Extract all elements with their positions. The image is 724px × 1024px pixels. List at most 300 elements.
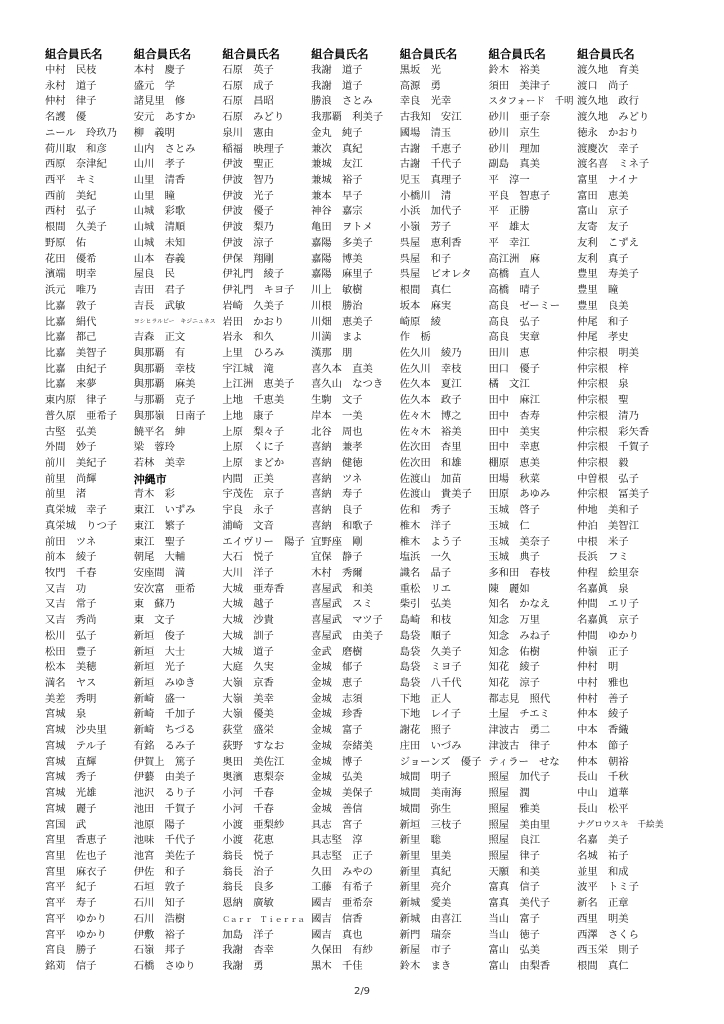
member-name: 大城 道子 (222, 645, 274, 658)
member-name: 西平 キミ (45, 174, 97, 187)
member-name: 塩浜 一久 (399, 551, 452, 564)
member-name: 城間 弥生 (399, 802, 452, 815)
member-name: 宇江城 滝 (222, 362, 274, 375)
member-name: 石原 みどり (222, 111, 285, 124)
member-name: 喜屋武 由美子 (311, 629, 384, 642)
member-name: 工藤 有希子 (311, 881, 373, 894)
member-name: 仲尾 和子 (577, 315, 629, 328)
member-name: 諸見里 修 (133, 95, 186, 108)
member-name: 國吉 信香 (311, 912, 363, 925)
member-name: 仲村 律子 (45, 95, 97, 108)
member-name: 呉屋 ビオレタ (399, 268, 472, 281)
member-name: 佐次田 和雄 (399, 456, 462, 469)
member-name: 具志 宮子 (311, 818, 363, 831)
member-name: 兼本 早子 (311, 189, 363, 202)
member-name: 大嶺 美幸 (222, 692, 274, 705)
member-name: 荻野 すなお (222, 739, 285, 752)
member-name: 富山 京子 (577, 205, 629, 218)
member-name: 新垣 三枝子 (399, 818, 462, 831)
member-name: 照屋 加代子 (488, 771, 551, 784)
column-header: 組合員氏名 (311, 47, 369, 61)
member-name: 砂川 京生 (488, 126, 540, 139)
member-name: 上地 千恵美 (222, 394, 285, 407)
member-name: 新崎 ちづる (133, 724, 196, 737)
member-name: 知念 佑樹 (488, 645, 540, 658)
member-name: 津波古 律子 (488, 739, 551, 752)
member-name: 伊藝 由美子 (133, 771, 196, 784)
member-name: 砂川 亜子奈 (488, 111, 551, 124)
member-name: 大城 沙貴 (222, 614, 274, 627)
member-name: 兼城 友江 (311, 158, 363, 171)
member-column (45, 46, 134, 975)
member-name: 上地 康子 (222, 409, 274, 422)
member-name: 宮城 沙央里 (45, 724, 107, 737)
member-name: 豊里 良美 (577, 299, 629, 312)
member-name: 宮平 ゆかり (45, 928, 107, 941)
member-name: 與那嶺 日南子 (133, 409, 206, 422)
member-name: 渡名喜 ミネ子 (577, 158, 650, 171)
member-name: 喜納 和歌子 (311, 519, 373, 532)
member-name: 又吉 常子 (45, 598, 97, 611)
member-name: 小河 千春 (222, 787, 274, 800)
member-name: 久保田 有紗 (311, 944, 373, 957)
member-name: 庄田 いづみ (399, 739, 462, 752)
member-name: 小渡 花恵 (222, 834, 274, 847)
member-name: 勝浪 さとみ (311, 95, 373, 108)
member-name: 池田 千賀子 (133, 802, 196, 815)
member-name: 永村 道子 (45, 79, 97, 92)
member-name: 長山 松平 (577, 802, 629, 815)
member-name: 陳 麗如 (488, 582, 530, 595)
member-name: 椎木 洋子 (399, 519, 452, 532)
member-name: 喜久山 なつき (311, 378, 384, 391)
member-name: 天願 和美 (488, 865, 540, 878)
member-name: 川根 勝治 (311, 299, 363, 312)
member-name: 小嶺 芳子 (399, 221, 452, 234)
member-name: 友利 こずえ (577, 236, 639, 249)
member-name: 当山 富子 (488, 912, 540, 925)
member-name: 東江 繁子 (133, 519, 186, 532)
member-name: 伊保 翔剛 (222, 252, 274, 265)
member-name: 稲福 映理子 (222, 142, 285, 155)
member-name: 黒坂 光 (399, 64, 441, 76)
member-name: 佐和 秀子 (399, 504, 452, 517)
member-column (222, 46, 311, 975)
member-name: 吉田 君子 (133, 284, 186, 297)
member-name: 平 淳一 (488, 174, 530, 187)
member-name: 屋良 民 (133, 268, 175, 281)
member-name: 亀田 ヲトメ (311, 221, 373, 234)
member-name: 比嘉 敦子 (45, 299, 97, 312)
member-name: 外間 妙子 (45, 441, 97, 454)
member-name: 玉城 典子 (488, 551, 540, 564)
member-column (311, 46, 400, 975)
member-name: 佐次田 杏里 (399, 441, 462, 454)
member-name: ニール 玲玖乃 (45, 126, 117, 139)
member-name: 伊波 梨乃 (222, 221, 274, 234)
member-name: 宮里 麻衣子 (45, 865, 107, 878)
member-name: 豊里 寿美子 (577, 268, 639, 281)
member-name: 岩永 和久 (222, 331, 274, 344)
member-name: 青木 彩 (133, 488, 175, 501)
member-name: 池沢 るり子 (133, 787, 196, 800)
member-name: 宮平 寿子 (45, 897, 97, 910)
member-name: 佐久本 夏江 (399, 378, 462, 391)
member-name: 恩納 廣敏 (222, 897, 274, 910)
member-name: 崎原 綾 (399, 315, 441, 328)
member-name: 上里 ひろみ (222, 346, 285, 359)
member-name: 重松 リエ (399, 582, 452, 595)
member-name: 仲村 明 (577, 661, 619, 674)
member-name: 富真 信子 (488, 881, 540, 894)
member-name: 梁 蓉玲 (133, 441, 175, 454)
member-name: 渡久地 政行 (577, 95, 639, 108)
member-name: エイヴリー 陽子 (222, 535, 305, 548)
member-column (400, 46, 489, 975)
member-name: 東 蘇乃 (133, 598, 175, 611)
member-name: 我那覇 利美子 (311, 111, 384, 124)
member-name: 金城 富子 (311, 724, 363, 737)
member-name: 金丸 純子 (311, 126, 363, 139)
member-name: 安座間 満 (133, 567, 186, 579)
member-name: 比嘉 都己 (45, 331, 97, 344)
member-name: 仲本 節子 (577, 739, 629, 752)
member-name: 大庭 久実 (222, 661, 274, 674)
member-name: 知念 万里 (488, 614, 540, 627)
member-name: 中村 雅也 (577, 677, 629, 690)
member-name: 西前 美紀 (45, 189, 97, 202)
member-name: 翁長 悦子 (222, 849, 274, 862)
member-name: 伊佐 和子 (133, 865, 186, 878)
member-name: 島袋 八千代 (399, 677, 462, 690)
member-name: 石嶺 邦子 (133, 944, 186, 957)
member-name: 大城 亜寿香 (222, 582, 285, 595)
member-name: 伊礼門 キヨ子 (222, 284, 295, 297)
member-name: 田場 秋菜 (488, 472, 540, 485)
member-name: 宮里 佐也子 (45, 849, 107, 862)
member-name: 知念 みね子 (488, 629, 551, 642)
member-name: 比嘉 由紀子 (45, 362, 107, 375)
member-name: Ｃａｒｒ Ｔｉｅｒｒａ (222, 914, 305, 924)
member-name: 新門 瑞奈 (399, 928, 452, 941)
member-name: 又吉 秀尚 (45, 614, 97, 627)
member-name: 金城 博子 (311, 755, 363, 768)
member-name: 嘉陽 麻里子 (311, 268, 373, 281)
member-name: 多和田 春枝 (488, 567, 551, 579)
member-name: 仲程 絵里奈 (577, 567, 639, 579)
member-name: 東江 いずみ (133, 504, 196, 517)
member-name: 山川 孝子 (133, 158, 186, 171)
member-column (488, 46, 577, 975)
member-name: ティラー せな (488, 755, 560, 768)
member-name: 山城 清順 (133, 221, 186, 234)
member-name: 佐々木 裕美 (399, 425, 462, 438)
member-name: 大石 悦子 (222, 551, 274, 564)
member-name: 仲宗根 彩矢香 (577, 425, 650, 438)
member-name: 大城 越子 (222, 598, 274, 611)
member-name: 伊波 光子 (222, 189, 274, 202)
member-name: 池味 千代子 (133, 834, 196, 847)
member-name: 宮良 勝子 (45, 944, 97, 957)
member-name: 漢那 朋 (311, 346, 353, 359)
member-name: 國場 清玉 (399, 126, 452, 139)
member-name: 新崎 盛一 (133, 692, 186, 705)
member-name: 津波古 勇二 (488, 724, 551, 737)
member-name: 小河 千春 (222, 802, 274, 815)
member-name: 加島 洋子 (222, 928, 274, 941)
member-name: 木村 秀爾 (311, 567, 363, 579)
member-name: 高良 弘子 (488, 315, 540, 328)
member-name: 田原 あゆみ (488, 488, 551, 501)
member-name: 國吉 真也 (311, 928, 363, 941)
member-name: 椎木 よう子 (399, 535, 462, 548)
member-name: 名護 優 (45, 111, 87, 124)
member-name: 宮城 秀子 (45, 771, 97, 784)
member-name: 翁長 治子 (222, 865, 274, 878)
member-name: 古謝 千代子 (399, 158, 462, 171)
member-name: 翁長 良多 (222, 881, 274, 894)
member-name: 田中 杏寿 (488, 409, 540, 422)
member-name: 島崎 和枝 (399, 614, 452, 627)
member-name: 宮城 麗子 (45, 802, 97, 815)
member-name: 仲宗根 毅 (577, 456, 629, 469)
member-name: 喜屋武 和美 (311, 582, 373, 595)
member-column (134, 46, 223, 975)
member-name: 我謝 勇 (222, 959, 264, 972)
member-name: 富山 弘美 (488, 944, 540, 957)
member-name: 玉城 啓子 (488, 504, 540, 517)
member-name: 大城 訓子 (222, 629, 274, 642)
member-name: 平 雄太 (488, 221, 530, 234)
member-name: 作 栃 (399, 331, 431, 344)
member-name: 生駒 文子 (311, 394, 363, 407)
member-name: 浦崎 文音 (222, 519, 274, 532)
member-name: 有銘 るみ子 (133, 739, 196, 752)
member-name: 川上 敏樹 (311, 284, 363, 297)
member-name: 柳 義明 (133, 126, 175, 139)
member-name: 金城 志須 (311, 692, 363, 705)
member-name: 仲本 綾子 (577, 708, 629, 721)
member-name: 國吉 亜希奈 (311, 897, 373, 910)
member-name: 名嘉眞 泉 (577, 582, 629, 595)
member-name: 仲宗根 泉 (577, 378, 629, 391)
member-name: 東内原 律子 (45, 394, 107, 407)
member-name: 小橋川 清 (399, 189, 452, 202)
member-name: 仲本 朝裕 (577, 755, 629, 768)
member-name: 與那覇 有 (133, 346, 186, 359)
member-name: 金城 郁子 (311, 661, 363, 674)
member-name: 城間 明子 (399, 771, 452, 784)
member-name: 山里 瞳 (133, 189, 175, 202)
member-name: 照屋 良江 (488, 834, 540, 847)
member-column (577, 46, 666, 975)
member-name: 児玉 真理子 (399, 174, 462, 187)
member-name: 富田 恵美 (577, 189, 629, 202)
member-name: 伊波 優子 (222, 205, 274, 218)
member-name: 池原 陽子 (133, 818, 186, 831)
member-name: 名嘉眞 京子 (577, 614, 639, 627)
member-name: 新屋 市子 (399, 944, 452, 957)
member-name: 喜屋武 マツ子 (311, 614, 383, 627)
member-name: 石原 成子 (222, 79, 274, 92)
member-name: 比嘉 絹代 (45, 315, 97, 328)
member-name: ナグロウスキ 千絵美 (577, 819, 664, 830)
member-name: 謝花 照子 (399, 724, 452, 737)
column-header: 組合員氏名 (133, 47, 192, 61)
member-name: 安次富 亜希 (133, 582, 196, 595)
member-name: 伊波 智乃 (222, 174, 274, 187)
member-name: 石原 昌昭 (222, 95, 274, 108)
member-name: 知名 かなえ (488, 598, 551, 611)
member-name: 岸本 一美 (311, 409, 363, 422)
member-name: 金武 磨樹 (311, 645, 363, 658)
member-name: 仲間 ゆかり (577, 629, 639, 642)
member-name: 山内 さとみ (133, 142, 196, 155)
member-name: 伊礼門 綾子 (222, 268, 285, 281)
member-name: 知花 綾子 (488, 661, 540, 674)
member-name: 宮国 武 (45, 818, 87, 831)
member-name: 照屋 雅美 (488, 802, 540, 815)
member-name: 渡久地 みどり (577, 111, 650, 124)
member-name: ジョーンズ 優子 (399, 755, 482, 768)
member-name: 渡口 尚子 (577, 79, 629, 92)
member-name: 比嘉 美智子 (45, 346, 107, 359)
member-name: 伊賀上 篤子 (133, 755, 196, 768)
member-name: 長山 千秋 (577, 771, 629, 784)
member-name: 上江洲 恵美子 (222, 378, 295, 391)
member-name: 喜納 ツネ (311, 472, 363, 485)
member-name: 砂川 理加 (488, 142, 540, 155)
member-name: 新里 真紀 (399, 865, 452, 878)
member-name: 佐々木 博之 (399, 409, 462, 422)
member-name: 黒木 千佳 (311, 959, 363, 972)
member-name: 兼次 真紀 (311, 142, 363, 155)
member-name: 小渡 亜梨紗 (222, 818, 285, 831)
member-name: 佐渡山 加苗 (399, 472, 462, 485)
member-name: 中根 米子 (577, 535, 629, 548)
member-name: 仲宗根 千賀子 (577, 441, 650, 454)
member-name: 宇茂佐 京子 (222, 488, 285, 501)
member-name: 高橋 直人 (488, 268, 540, 281)
member-name: 宮城 直輝 (45, 755, 97, 768)
member-name: 照屋 潤 (488, 787, 530, 800)
member-name: 幸良 光幸 (399, 95, 452, 108)
member-name: 鈴木 まき (399, 959, 452, 972)
member-name: 嘉陽 多美子 (311, 236, 373, 249)
member-name: 田中 幸恵 (488, 441, 540, 454)
member-name: 新崎 千加子 (133, 708, 196, 721)
member-name: 若林 美幸 (133, 456, 186, 469)
member-name: 具志堅 正子 (311, 849, 373, 862)
member-name: 前里 尚輝 (45, 472, 97, 485)
member-name: 石原 英子 (222, 64, 274, 76)
member-name: 橘 文江 (488, 378, 530, 391)
member-name: 宮城 光雄 (45, 787, 97, 800)
member-name: 新里 亮介 (399, 881, 452, 894)
member-name: 伊敷 裕子 (133, 928, 186, 941)
member-name: 荷川取 和彦 (45, 142, 107, 155)
member-name: 知花 涼子 (488, 677, 540, 690)
member-name: 高源 勇 (399, 79, 441, 92)
member-name: 高良 ゼーミー (488, 299, 561, 312)
member-name: 前田 ツネ (45, 535, 97, 548)
member-name: 長浜 フミ (577, 551, 629, 564)
member-name: 奥田 美佐江 (222, 755, 285, 768)
member-name: 小浜 加代子 (399, 205, 462, 218)
member-name: 石垣 敦子 (133, 881, 186, 894)
member-name: 新里 聡 (399, 834, 441, 847)
member-name: 宮平 紀子 (45, 881, 97, 894)
member-name: 花田 優希 (45, 252, 97, 265)
member-name: 西澤 さくら (577, 928, 639, 941)
member-name: 呉屋 和子 (399, 252, 452, 265)
member-name: 仲間 エリ子 (577, 598, 639, 611)
member-name: 新垣 みゆき (133, 677, 196, 690)
member-name: 仲泊 美智江 (577, 519, 639, 532)
member-name: 城間 美南海 (399, 787, 462, 800)
member-name: 宜保 静子 (311, 551, 363, 564)
member-name: 与那覇 克子 (133, 394, 196, 407)
section-heading-city: 沖縄市 (133, 472, 167, 486)
member-name: 金城 恵子 (311, 677, 363, 690)
member-name: 根間 真仁 (399, 284, 452, 297)
member-name: 下地 正人 (399, 692, 452, 705)
member-name: 新城 愛美 (399, 897, 452, 910)
member-name: 西村 弘子 (45, 205, 97, 218)
member-name: 大嶺 優美 (222, 708, 274, 721)
member-name: 富山 由梨香 (488, 959, 551, 972)
member-name: 山里 清香 (133, 174, 186, 187)
member-name: 荻堂 盛栄 (222, 724, 274, 737)
member-name: 金城 弘美 (311, 771, 363, 784)
member-name: 喜屋武 スミ (311, 598, 373, 611)
member-name: 照屋 律子 (488, 849, 540, 862)
member-name: 須田 美津子 (488, 79, 551, 92)
member-name: 兼城 裕子 (311, 174, 363, 187)
member-name: 松川 弘子 (45, 629, 97, 642)
member-name: 仲宗根 聖 (577, 394, 629, 407)
member-name: 浜元 唯乃 (45, 284, 97, 297)
member-name: 神谷 嘉宗 (311, 205, 363, 218)
member-name: 東江 聖子 (133, 535, 186, 548)
member-name: 與那覇 麻美 (133, 378, 196, 391)
member-name: 新名 正章 (577, 897, 629, 910)
member-name: 前里 渚 (45, 488, 87, 501)
member-name: 上原 くに子 (222, 441, 285, 454)
member-name: 中山 道華 (577, 787, 629, 800)
member-name: 我謝 道子 (311, 64, 363, 76)
member-name: 伊波 聖正 (222, 158, 274, 171)
member-name: 新垣 俊子 (133, 629, 186, 642)
member-name: 平良 智恵子 (488, 189, 551, 202)
member-name: 池宮 美佐子 (133, 849, 196, 862)
member-name: 中曽根 弘子 (577, 472, 639, 485)
member-name: 濱端 明幸 (45, 268, 97, 281)
member-name: 東 文子 (133, 614, 175, 627)
member-name: 高橋 晴子 (488, 284, 540, 297)
member-name: 識名 晶子 (399, 567, 452, 579)
member-name: 中村 民枝 (45, 64, 97, 76)
member-name: 喜久本 直美 (311, 362, 373, 375)
member-name: 金城 珍香 (311, 708, 363, 721)
member-name: 玉城 美奈子 (488, 535, 551, 548)
member-name: 島袋 順子 (399, 629, 452, 642)
member-name: 我謝 杏幸 (222, 944, 274, 957)
member-name: 石橋 さゆり (133, 959, 196, 972)
member-name: 西原 奈津紀 (45, 158, 107, 171)
member-name: 田口 優子 (488, 362, 540, 375)
member-name: 大嶺 京香 (222, 677, 274, 690)
